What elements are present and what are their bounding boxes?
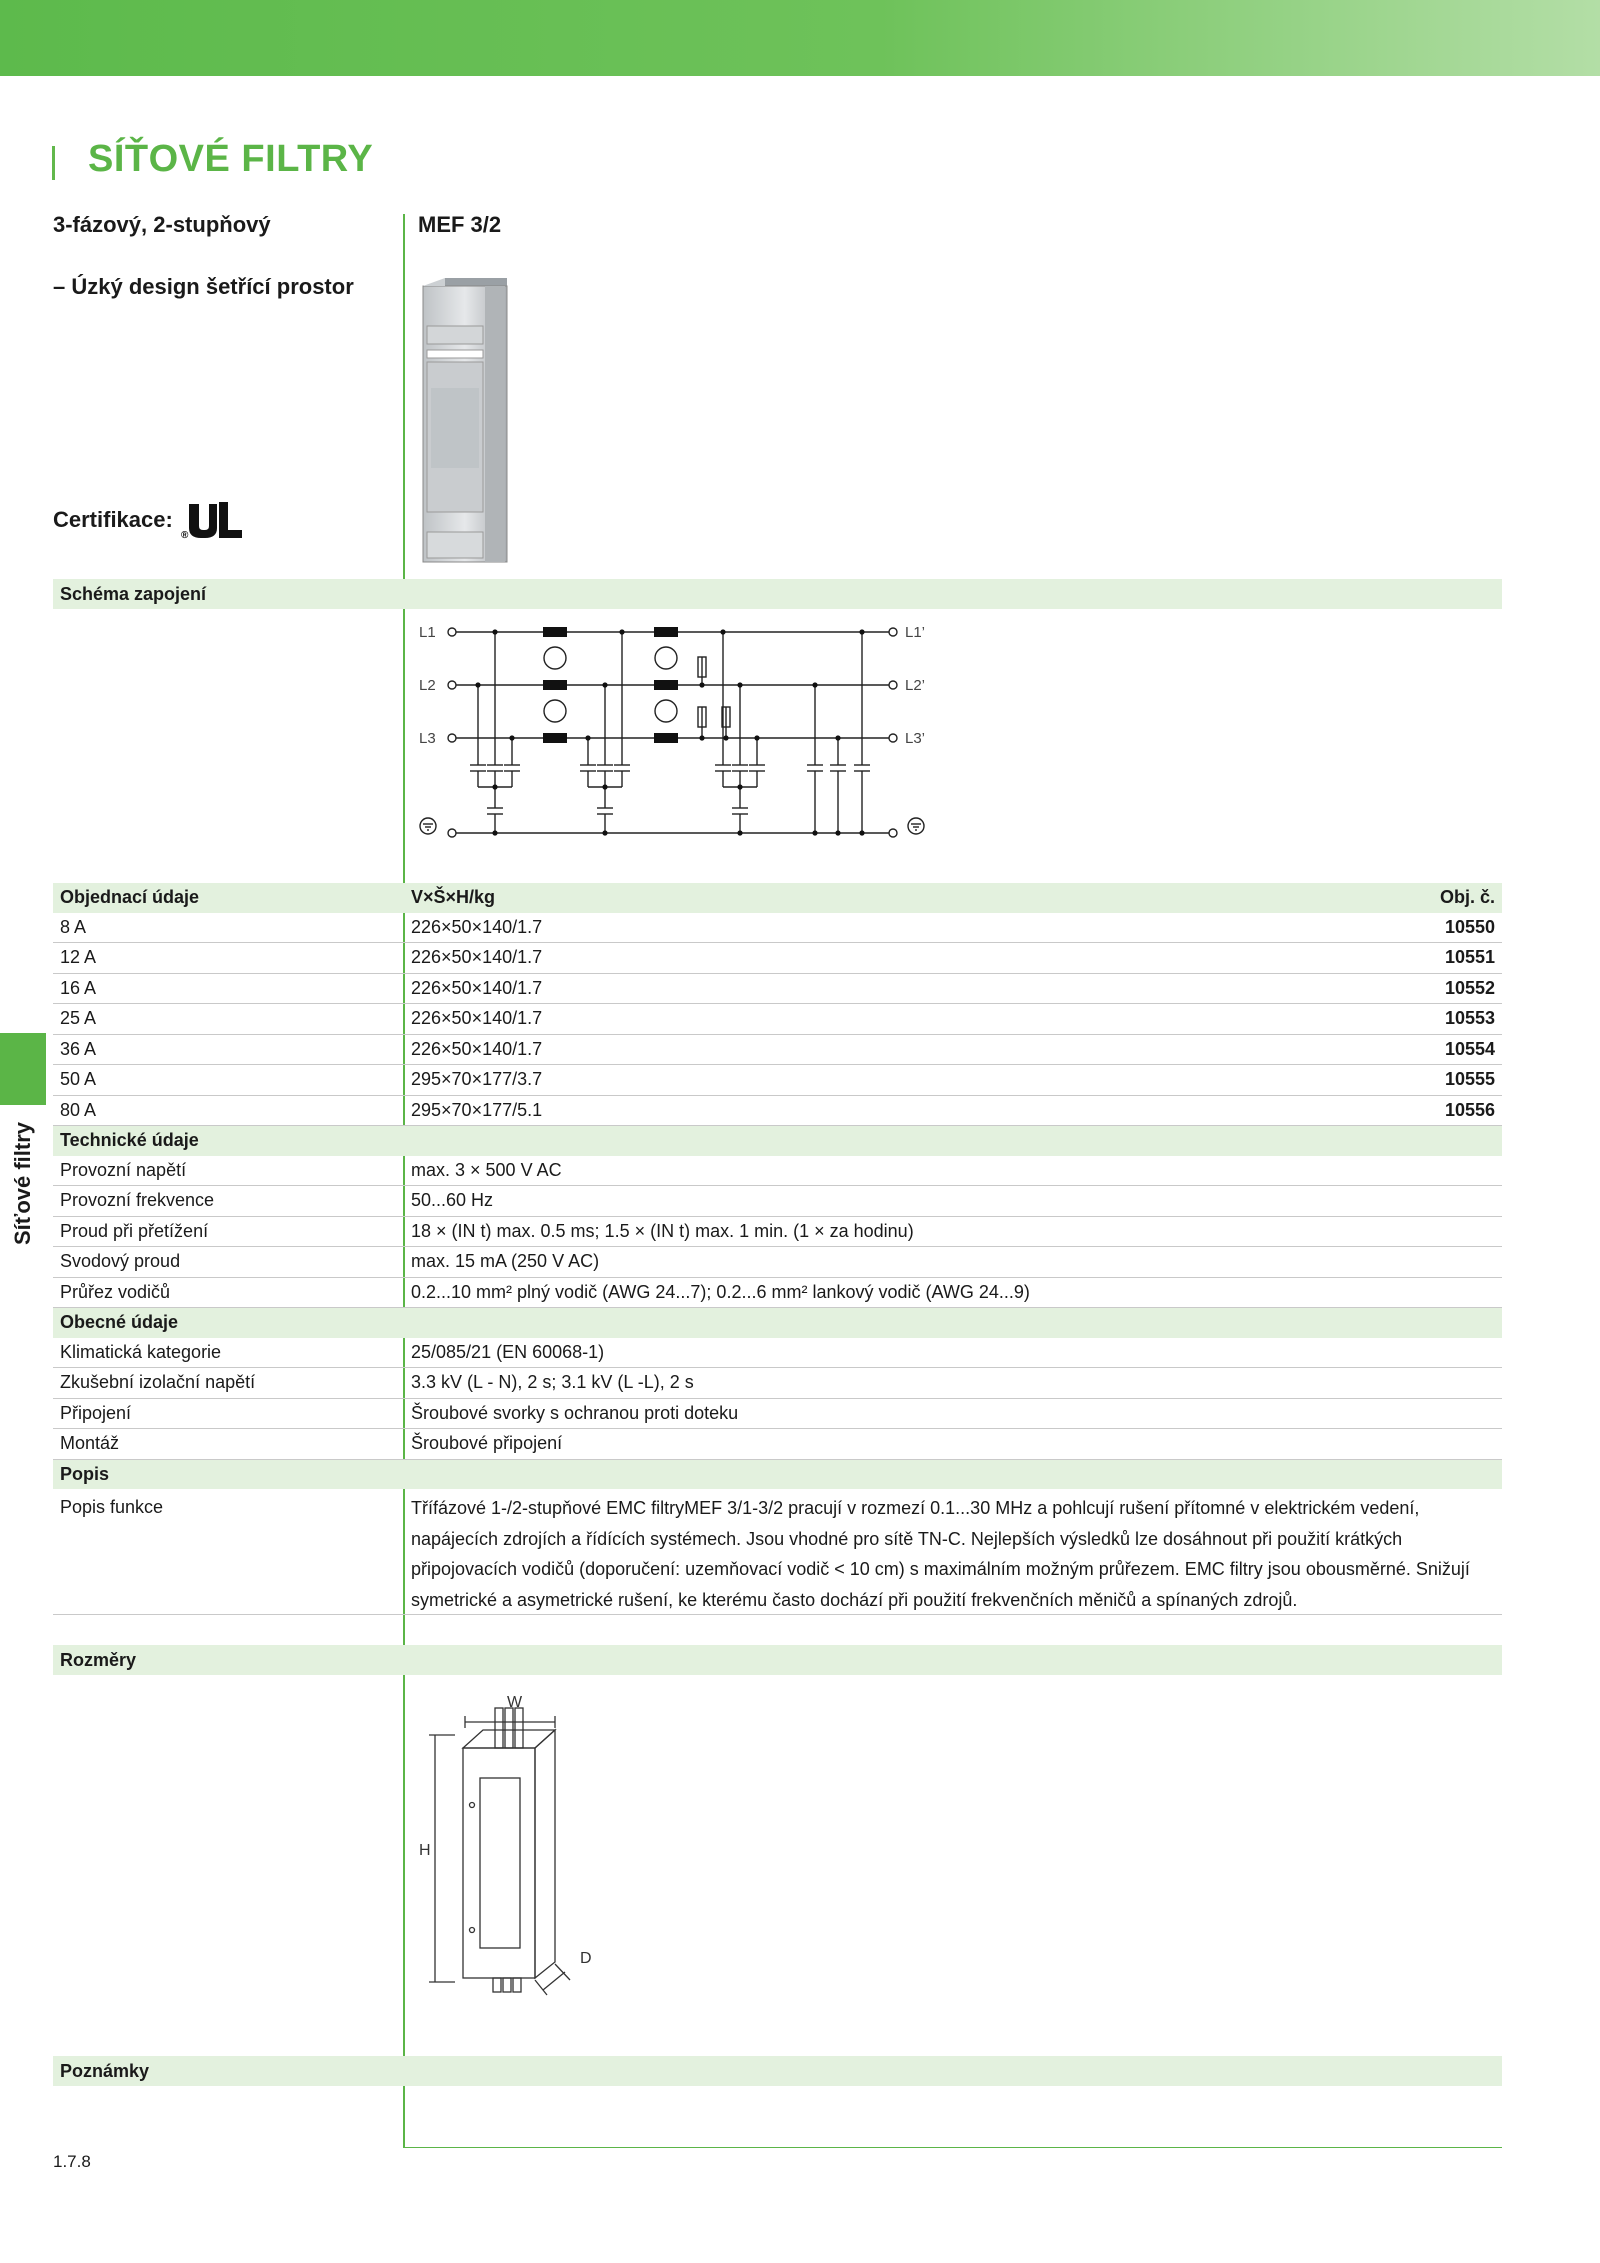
- ordering-header-code: Obj. č.: [1439, 887, 1495, 907]
- general-header: [53, 1308, 1502, 1338]
- table-row: [53, 1368, 1502, 1399]
- table-row: [53, 974, 1502, 1005]
- rating-cell: 8 A: [60, 916, 87, 937]
- schematic-label-l3-out: L3’: [905, 730, 926, 747]
- spec-value: 0.2...10 mm² plný vodič (AWG 24...7); 0.2...6 mm² lankový vodič (AWG 24...9): [411, 1281, 1030, 1302]
- order-code-cell: 10551: [1444, 947, 1495, 967]
- spec-label: Montáž: [60, 1433, 120, 1453]
- spec-value: max. 15 mA (250 V AC): [411, 1251, 600, 1271]
- order-code-cell: 10550: [1444, 916, 1495, 937]
- spec-label: Provozní frekvence: [60, 1190, 215, 1210]
- spec-label: Provozní napětí: [60, 1159, 187, 1180]
- page-number: 1.7.8: [53, 2152, 91, 2171]
- dim-height-label: H: [419, 1842, 431, 1859]
- rating-cell: 36 A: [60, 1038, 97, 1059]
- table-row: [53, 1429, 1502, 1460]
- rating-cell: 80 A: [60, 1099, 97, 1120]
- section-schema-label: Schéma zapojení: [60, 584, 207, 604]
- section-poznamky: [53, 2056, 1502, 2086]
- ul-logo-icon: [179, 500, 245, 540]
- table-row: [53, 1247, 1502, 1278]
- ordering-header-label: Objednací údaje: [60, 887, 200, 907]
- spec-label: Svodový proud: [60, 1251, 181, 1271]
- ordering-header: [53, 883, 1502, 913]
- subtitle-design: – Úzký design šetřící prostor: [53, 274, 354, 299]
- table-row: [53, 1004, 1502, 1035]
- subtitle-phase: 3-fázový, 2-stupňový: [53, 212, 271, 237]
- wiring-schematic: [415, 615, 945, 850]
- function-description: Třífázové 1-/2-stupňové EMC filtryMEF 3/1-3/2 pracují v rozmezí 0.1...30 MHz a pohlcují rušení přítomné v elektrickém vedení, napájecích zdrojích a řídících systémech. Jsou vhodné pro sítě TN-C. Nejlepších výsledků lze dosáhnout při použití krátkých připojovacích vodičů (doporučení: uzemňovací vodič < 10 cm) s maximálním možným průřezem. EMC filtry jsou obousměrné. Snižují symetrické a asymetrické rušení, ke kterému často dochází při použití frekvenčních měničů a spínaných zdrojů.: [411, 1498, 1470, 1610]
- dims-cell: 226×50×140/1.7: [411, 947, 543, 967]
- product-photo: [415, 278, 515, 568]
- order-code-cell: 10552: [1444, 977, 1495, 998]
- section-poznamky-label: Poznámky: [60, 2061, 150, 2081]
- rating-cell: 12 A: [60, 947, 97, 967]
- rating-cell: 16 A: [60, 977, 97, 998]
- schematic-label-l2-out: L2’: [905, 677, 926, 694]
- table-row: [53, 1156, 1502, 1187]
- spec-table: [53, 883, 1502, 1489]
- schematic-label-l2: L2: [419, 677, 436, 694]
- table-row: [53, 1399, 1502, 1430]
- table-row: [53, 1278, 1502, 1309]
- order-code-cell: 10556: [1444, 1099, 1495, 1120]
- popis-header: [53, 1460, 1502, 1490]
- spec-value: Šroubové připojení: [411, 1433, 563, 1453]
- table-row: [53, 1186, 1502, 1217]
- spec-label: Připojení: [60, 1402, 132, 1423]
- table-row: [53, 913, 1502, 944]
- order-code-cell: 10555: [1444, 1069, 1495, 1089]
- spec-label: Proud při přetížení: [60, 1220, 209, 1241]
- dims-cell: 226×50×140/1.7: [411, 977, 543, 998]
- top-banner: [0, 0, 1600, 76]
- popis-header-label: Popis: [60, 1463, 110, 1484]
- spec-label: Zkušební izolační napětí: [60, 1372, 256, 1392]
- ordering-header-dims: V×Š×H/kg: [411, 887, 496, 907]
- dims-cell: 226×50×140/1.7: [411, 1038, 543, 1059]
- section-rozmery-label: Rozměry: [60, 1650, 137, 1670]
- schematic-label-l3: L3: [419, 730, 436, 747]
- table-row: [53, 943, 1502, 974]
- function-description-label: Popis funkce: [60, 1497, 164, 1517]
- dim-depth-label: D: [580, 1950, 592, 1967]
- spec-value: 18 × (IN t) max. 0.5 ms; 1.5 × (IN t) max. 1 min. (1 × za hodinu): [411, 1220, 914, 1241]
- table-row: [53, 1035, 1502, 1066]
- dim-width-label: W: [507, 1694, 523, 1711]
- table-row: [53, 1217, 1502, 1248]
- section-rozmery: [53, 1645, 1502, 1675]
- dims-cell: 295×70×177/3.7: [411, 1069, 543, 1089]
- spec-label: Průřez vodičů: [60, 1281, 171, 1302]
- table-row: [53, 1338, 1502, 1369]
- model-name: MEF 3/2: [418, 212, 502, 237]
- order-code-cell: 10553: [1444, 1008, 1495, 1028]
- dims-cell: 226×50×140/1.7: [411, 1008, 543, 1028]
- table-row: [53, 1065, 1502, 1096]
- spec-value: 25/085/21 (EN 60068-1): [411, 1341, 605, 1362]
- side-tab-label: Síťové filtry: [10, 1121, 35, 1245]
- schematic-label-l1: L1: [419, 624, 436, 641]
- dimension-drawing: [415, 1680, 615, 2000]
- technical-header: [53, 1126, 1502, 1156]
- spec-value: max. 3 × 500 V AC: [411, 1159, 562, 1180]
- cert-label: Certifikace:: [53, 507, 173, 532]
- dims-cell: 226×50×140/1.7: [411, 916, 543, 937]
- certification: [53, 500, 245, 540]
- side-tab-marker: [0, 1033, 46, 1105]
- page-title: SÍŤOVÉ FILTRY: [88, 138, 374, 180]
- section-schema: [53, 579, 1502, 609]
- spec-value: Šroubové svorky s ochranou proti doteku: [411, 1402, 739, 1423]
- general-header-label: Obecné údaje: [60, 1312, 179, 1332]
- svg-text:®: ®: [180, 530, 189, 540]
- order-code-cell: 10554: [1444, 1038, 1495, 1059]
- rating-cell: 25 A: [60, 1008, 97, 1028]
- spec-value: 3.3 kV (L - N), 2 s; 3.1 kV (L -L), 2 s: [411, 1372, 694, 1392]
- technical-header-label: Technické údaje: [60, 1130, 199, 1150]
- description-rule: [53, 1614, 1502, 1615]
- rating-cell: 50 A: [60, 1069, 97, 1089]
- spec-label: Klimatická kategorie: [60, 1341, 222, 1362]
- spec-value: 50...60 Hz: [411, 1190, 494, 1210]
- schematic-label-l1-out: L1’: [905, 624, 926, 641]
- bottom-rule: [403, 2147, 1502, 2148]
- title-accent-bar: [52, 146, 55, 180]
- dims-cell: 295×70×177/5.1: [411, 1099, 543, 1120]
- table-row: [53, 1096, 1502, 1127]
